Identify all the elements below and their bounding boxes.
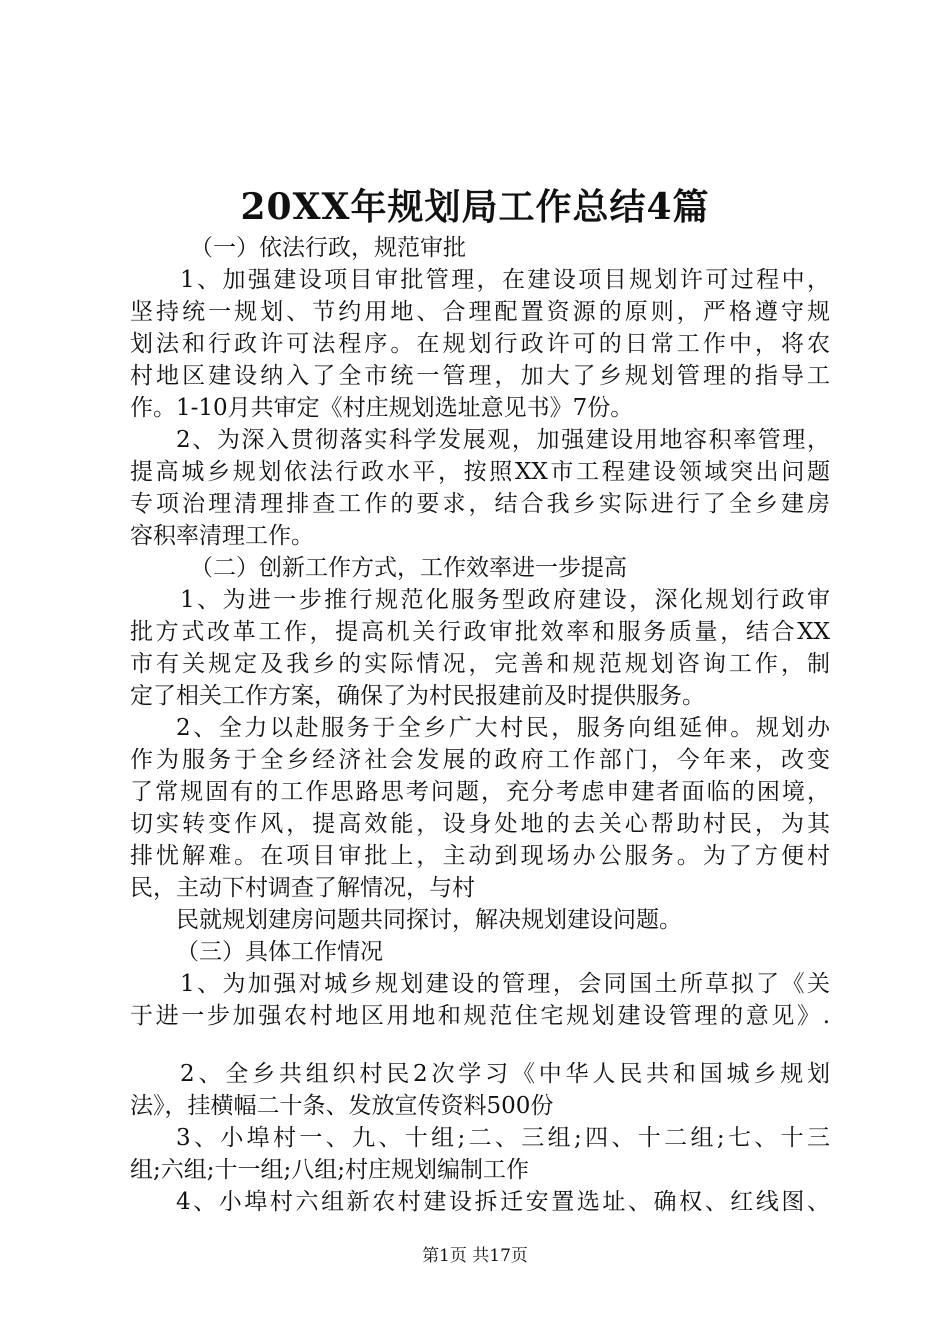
paragraph-line: 切实转变作风，提高效能，设身处地的去关心帮助村民，为其 bbox=[130, 811, 830, 837]
document-title: 20XX年规划局工作总结4篇 bbox=[240, 186, 710, 228]
document-body bbox=[130, 232, 830, 1218]
paragraph-line: 作为服务于全乡经济社会发展的政府工作部门，今年来，改变 bbox=[130, 747, 830, 773]
paragraph-line: 专项治理清理排查工作的要求，结合我乡实际进行了全乡建房 bbox=[130, 491, 830, 517]
section-heading-3: （三）具体工作情况 bbox=[176, 939, 383, 965]
paragraph-line: 1、为进一步推行规范化服务型政府建设，深化规划行政审 bbox=[180, 587, 830, 613]
paragraph-line: 1、为加强对城乡规划建设的管理，会同国土所草拟了《关 bbox=[180, 971, 830, 997]
paragraph-gap bbox=[130, 1032, 830, 1058]
paragraph-line: 市有关规定及我乡的实际情况，完善和规范规划咨询工作，制 bbox=[130, 651, 830, 677]
paragraph-line: 村地区建设纳入了全市统一管理，加大了乡规划管理的指导工 bbox=[130, 363, 830, 389]
paragraph-line: 于进一步加强农村地区用地和规范住宅规划建设管理的意见》. bbox=[130, 1003, 830, 1029]
paragraph-line: 1、加强建设项目审批管理，在建设项目规划许可过程中， bbox=[180, 267, 830, 293]
paragraph-line: 3、小埠村一、九、十组;二、三组;四、十二组;七、十三 bbox=[176, 1125, 830, 1151]
paragraph-line: 民，主动下村调查了解情况，与村 bbox=[130, 875, 475, 901]
section-heading-2: （二）创新工作方式，工作效率进一步提高 bbox=[190, 555, 627, 581]
paragraph-line: 民就规划建房问题共同探讨，解决规划建设问题。 bbox=[176, 907, 682, 933]
paragraph-line: 法》，挂横幅二十条、发放宣传资料500份 bbox=[130, 1093, 554, 1119]
section-heading-1: （一）依法行政，规范审批 bbox=[190, 235, 466, 261]
paragraph-line: 组;六组;十一组;八组;村庄规划编制工作 bbox=[130, 1157, 529, 1183]
paragraph-line: 坚持统一规划、节约用地、合理配置资源的原则，严格遵守规 bbox=[130, 299, 830, 325]
paragraph-line: 划法和行政许可法程序。在规划行政许可的日常工作中，将农 bbox=[130, 331, 830, 357]
paragraph-line: 2、全乡共组织村民2次学习《中华人民共和国城乡规划 bbox=[180, 1061, 830, 1087]
paragraph-line: 容积率清理工作。 bbox=[130, 523, 314, 549]
paragraph-line: 2、全力以赴服务于全乡广大村民，服务向组延伸。规划办 bbox=[176, 715, 830, 741]
paragraph-line: 批方式改革工作，提高机关行政审批效率和服务质量，结合XX bbox=[130, 619, 830, 645]
paragraph-line: 排忧解难。在项目审批上，主动到现场办公服务。为了方便村 bbox=[130, 843, 830, 869]
paragraph-line: 4、小埠村六组新农村建设拆迁安置选址、确权、红线图、 bbox=[176, 1189, 830, 1215]
paragraph-line: 定了相关工作方案，确保了为村民报建前及时提供服务。 bbox=[130, 683, 705, 709]
page-footer: 第1页 共17页 bbox=[422, 1246, 528, 1266]
paragraph-line: 了常规固有的工作思路思考问题，充分考虑申建者面临的困境， bbox=[130, 779, 830, 805]
paragraph-line: 作。1-10月共审定《村庄规划选址意见书》7份。 bbox=[130, 395, 634, 421]
paragraph-line: 2、为深入贯彻落实科学发展观，加强建设用地容积率管理， bbox=[176, 427, 830, 453]
paragraph-line: 提高城乡规划依法行政水平，按照XX市工程建设领域突出问题 bbox=[130, 459, 830, 485]
